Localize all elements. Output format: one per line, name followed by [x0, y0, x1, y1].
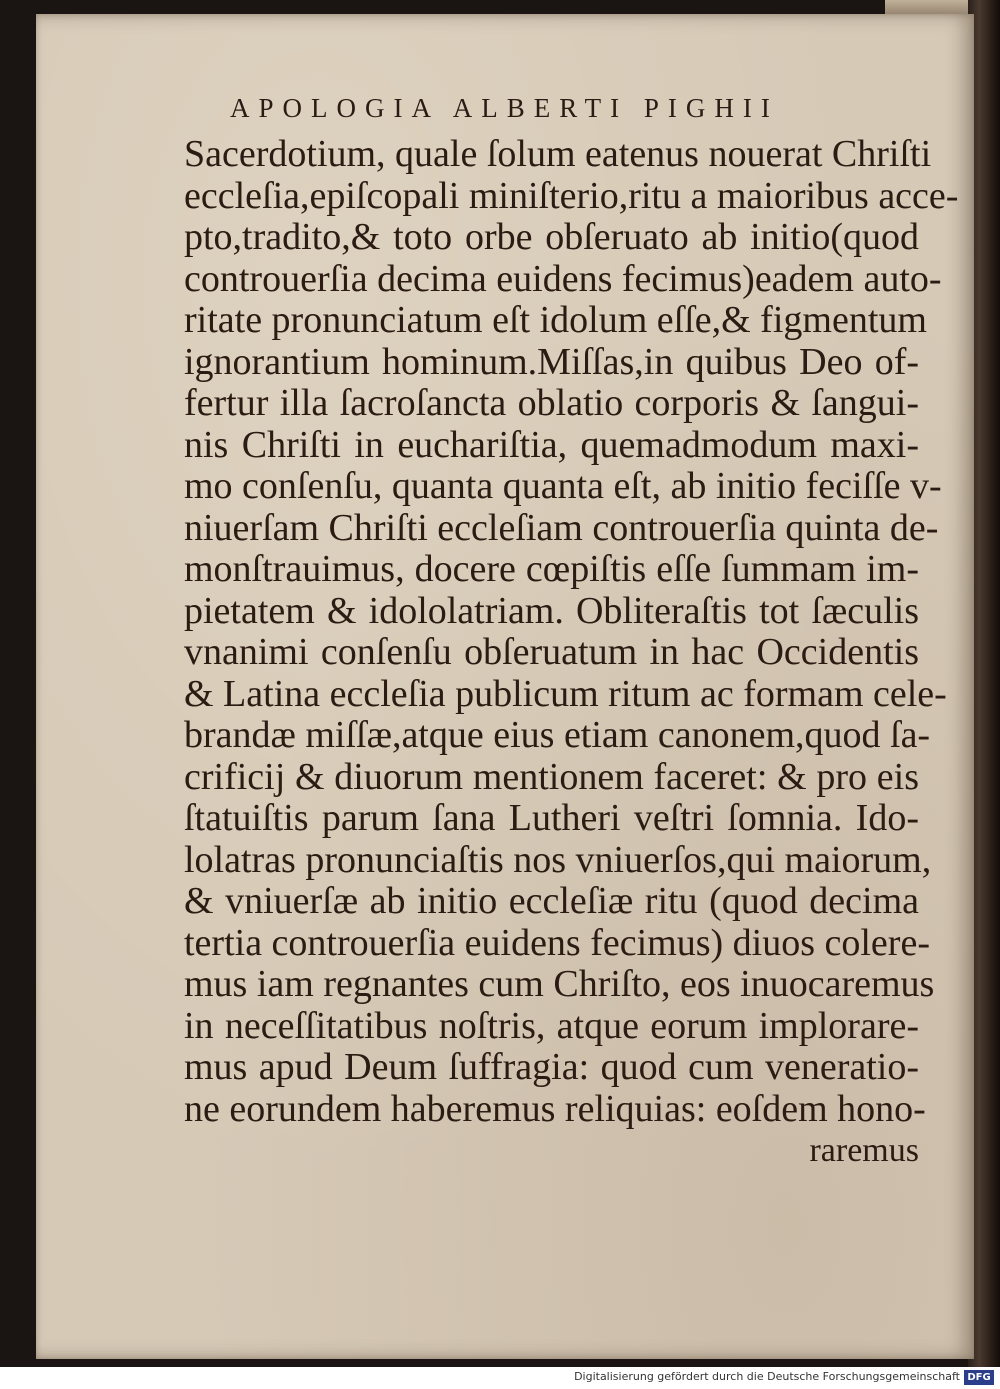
- text-line: controuerſia decima euidens fecimus)eadem auto-: [184, 257, 942, 300]
- text-line: crificij & diuorum mentionem faceret: & pro eis: [184, 755, 919, 798]
- text-line: ne eorundem haberemus reliquias: eoſdem hono-: [184, 1087, 926, 1130]
- text-line: eccleſia,epiſcopali miniſterio,ritu a maioribus acce-: [184, 174, 959, 217]
- main-text: [184, 133, 959, 1172]
- text-line: niuerſam Chriſti eccleſiam controuerſia quinta de-: [184, 506, 939, 549]
- dfg-logo-icon: DFG: [964, 1370, 994, 1385]
- text-line: in neceſſitatibus noſtris, atque eorum implorare-: [184, 1004, 919, 1047]
- text-line: lolatras pronunciaſtis nos vniuerſos,qui maiorum,: [184, 838, 932, 881]
- text-line: fertur illa ſacroſancta oblatio corporis & ſangui-: [184, 382, 919, 424]
- text-line: vnanimi conſenſu obſeruatum in hac Occidentis: [184, 631, 919, 673]
- text-line: mus apud Deum ſuffragia: quod cum veneratio-: [184, 1046, 919, 1088]
- text-line: & Latina eccleſia publicum ritum ac formam cele-: [184, 672, 947, 715]
- text-line: pietatem & idololatriam. Obliteraſtis tot ſæculis: [184, 589, 919, 632]
- text-line: Sacerdotium, quale ſolum eatenus nouerat Chriſti: [184, 133, 932, 175]
- text-line: pto,tradito,& toto orbe obſeruato ab initio(quod: [184, 216, 919, 258]
- text-line: & vniuerſæ ab initio eccleſiæ ritu (quod decima: [184, 880, 919, 922]
- text-line: ignorantium hominum.Miſſas,in quibus Deo of-: [184, 340, 919, 383]
- text-line: ritate pronunciatum eſt idolum eſſe,& figmentum: [184, 299, 927, 341]
- text-line: tertia controuerſia euidens fecimus) diuos colere-: [184, 921, 930, 964]
- text-line: nis Chriſti in euchariſtia, quemadmodum maxi-: [184, 423, 919, 466]
- text-line: ſtatuiſtis parum ſana Lutheri veſtri ſomnia. Ido-: [184, 797, 919, 839]
- footer-bar: [0, 1367, 1000, 1389]
- running-head: APOLOGIA ALBERTI PIGHII: [230, 93, 779, 123]
- text-line: brandæ miſſæ,atque eius etiam canonem,quod ſa-: [184, 714, 931, 756]
- text-line: mus iam regnantes cum Chriſto, eos inuocaremus: [184, 963, 935, 1005]
- funding-credit: Digitalisierung gefördert durch die Deutsche Forschungsgemeinschaft: [574, 1370, 960, 1383]
- text-line: monſtrauimus, docere cœpiſtis eſſe ſummam im-: [184, 548, 919, 590]
- text-line: mo conſenſu, quanta quanta eſt, ab initio feciſſe v-: [184, 465, 942, 507]
- catchword: raremus: [809, 1132, 919, 1169]
